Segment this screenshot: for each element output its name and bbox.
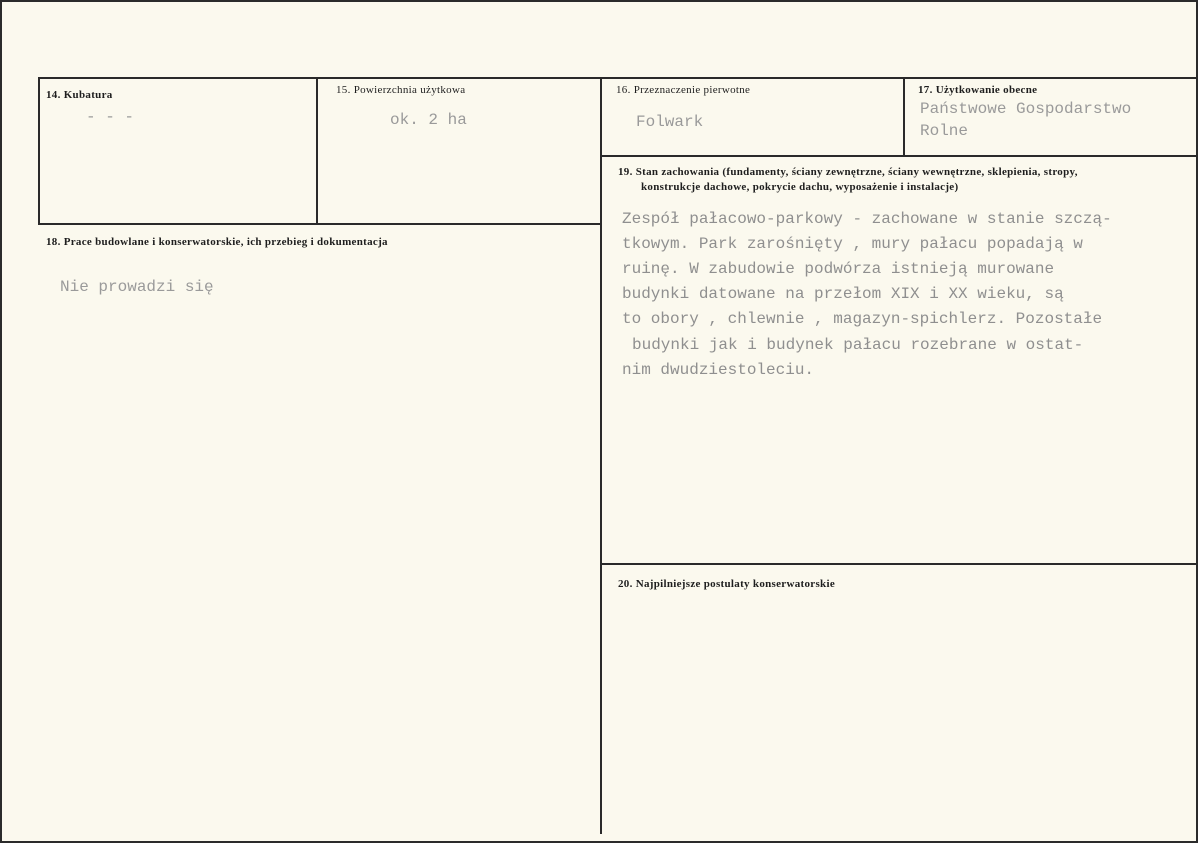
stan-line: budynki datowane na przełom XIX i XX wieku, są: [622, 285, 1064, 303]
stan-line: to obory , chlewnie , magazyn-spichlerz. Pozostałe: [622, 310, 1103, 328]
field-value-przeznaczenie: Folwark: [636, 113, 704, 131]
divider-16-17: [903, 77, 905, 156]
field-label-przeznaczenie: 16. Przeznaczenie pierwotne: [616, 84, 751, 96]
field-label-postulaty: 20. Najpilniejsze postulaty konserwatorskie: [618, 578, 836, 590]
top-rule: [38, 77, 1196, 79]
stan-line: budynki jak i budynek pałacu rozebrane w ostat-: [632, 336, 1084, 354]
field-value-uzytkowanie-line1: Państwowe Gospodarstwo: [920, 100, 1132, 118]
stan-line: Zespół pałacowo-parkowy - zachowane w stanie szczą-: [622, 210, 1112, 228]
field-label-powierzchnia: 15. Powierzchnia użytkowa: [336, 84, 466, 96]
field-value-uzytkowanie-line2: Rolne: [920, 122, 969, 140]
rule-under-14-15: [38, 223, 602, 225]
rule-under-19: [600, 563, 1196, 565]
divider-15-16: [600, 77, 602, 834]
field-label-stan-line1: 19. Stan zachowania (fundamenty, ściany zewnętrzne, ściany wewnętrzne, sklepienia, stropy,: [618, 166, 1078, 178]
field-value-prace: Nie prowadzi się: [60, 278, 214, 296]
field-label-kubatura: 14. Kubatura: [46, 89, 113, 101]
stan-line: nim dwudziestoleciu.: [622, 361, 815, 379]
field-label-uzytkowanie: 17. Użytkowanie obecne: [918, 84, 1038, 96]
left-rule: [38, 77, 40, 223]
field-value-kubatura: - - -: [86, 108, 135, 126]
stan-line: tkowym. Park zarośnięty , mury pałacu popadają w: [622, 235, 1083, 253]
stan-line: ruinę. W zabudowie podwórza istnieją murowane: [622, 260, 1055, 278]
field-value-powierzchnia: ok. 2 ha: [390, 111, 467, 129]
field-label-stan-line2: konstrukcje dachowe, pokrycie dachu, wyposażenie i instalacje): [641, 181, 959, 193]
rule-under-16-17: [600, 155, 1196, 157]
field-label-prace: 18. Prace budowlane i konserwatorskie, ich przebieg i dokumentacja: [46, 236, 388, 248]
divider-14-15: [316, 77, 318, 223]
